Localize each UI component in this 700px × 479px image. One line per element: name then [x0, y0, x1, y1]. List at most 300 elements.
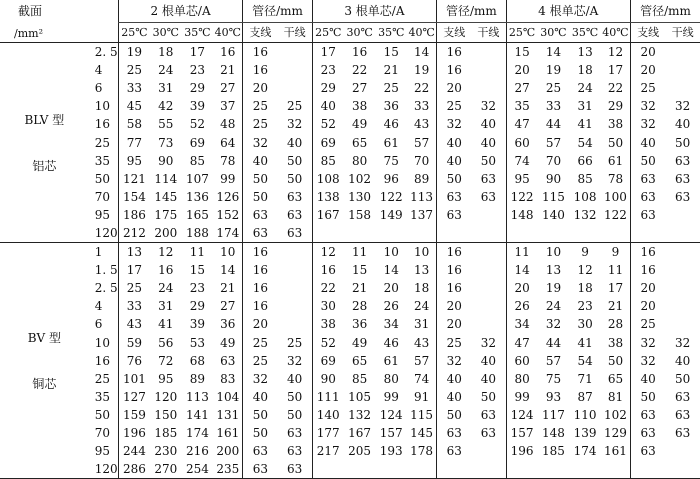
current-cell-4-core: 122: [506, 188, 538, 206]
branch-pipe-cell-3-core: 25: [437, 334, 472, 352]
branch-pipe-cell-4-core: 32: [631, 352, 666, 370]
current-cell-3-core: 74: [413, 371, 430, 386]
current-cell-3-core: 124: [379, 407, 403, 422]
table-row: [0, 424, 700, 442]
branch-pipe-header-4-core: 支线: [631, 23, 666, 43]
temp-header-4-core-3: 40℃: [601, 23, 631, 43]
branch-pipe-cell-2-core: 16: [243, 243, 278, 262]
current-cell-2-core: 83: [220, 371, 236, 386]
current-cell-2-core: 64: [220, 135, 236, 150]
temp-header-3-core-3: 40℃: [407, 23, 437, 43]
current-cell-2-core: 174: [216, 225, 240, 240]
current-cell-2-core: 43: [118, 315, 150, 333]
current-cell-2-core: 254: [185, 462, 209, 477]
current-cell-4-core: 74: [506, 152, 538, 170]
main-pipe-cell-3-core: 32: [480, 335, 497, 350]
current-cell-4-core: [538, 224, 570, 243]
current-cell-2-core: 165: [185, 207, 209, 222]
main-pipe-cell-4-core: [665, 442, 700, 460]
current-cell-4-core: 19: [545, 63, 562, 78]
current-cell-2-core: 24: [158, 281, 174, 296]
current-cell-4-core: 26: [506, 297, 538, 315]
current-cell-3-core: 36: [351, 317, 368, 332]
current-cell-3-core: 14: [413, 45, 430, 60]
current-cell-2-core: 15: [189, 263, 206, 278]
current-cell-3-core: 26: [383, 299, 399, 314]
branch-pipe-cell-4-core: 32: [631, 334, 666, 352]
branch-pipe-cell-2-core: 25: [243, 115, 278, 133]
branch-pipe-cell-2-core: 25: [243, 352, 278, 370]
branch-pipe-cell-2-core: 32: [243, 133, 278, 151]
branch-pipe-cell-2-core: 25: [243, 97, 278, 115]
current-cell-3-core: 34: [383, 317, 399, 332]
current-cell-2-core: 186: [118, 206, 150, 224]
current-cell-2-core: 101: [118, 370, 150, 388]
current-cell-4-core: 70: [545, 153, 562, 168]
current-cell-4-core: 20: [506, 279, 538, 297]
main-pipe-cell-2-core: 63: [286, 189, 303, 204]
table-row: [0, 315, 700, 333]
current-cell-3-core: 80: [383, 371, 399, 386]
current-cell-3-core: 38: [351, 99, 368, 114]
current-cell-2-core: 99: [220, 171, 236, 186]
table-row: [0, 442, 700, 460]
current-cell-4-core: 87: [577, 389, 593, 404]
branch-pipe-cell-2-core: 32: [243, 370, 278, 388]
current-cell-4-core: 80: [506, 370, 538, 388]
main-pipe-cell-4-core: 63: [674, 389, 691, 404]
current-cell-4-core: 22: [607, 81, 624, 96]
main-pipe-cell-4-core: [665, 297, 700, 315]
current-cell-4-core: 34: [506, 315, 538, 333]
branch-pipe-cell-3-core: 63: [437, 442, 472, 460]
main-pipe-cell-4-core: [665, 243, 700, 262]
cross-section-value: 10: [94, 99, 111, 114]
main-pipe-cell-3-core: 63: [480, 426, 497, 441]
table-row: [0, 152, 700, 170]
current-cell-3-core: 122: [379, 189, 403, 204]
current-cell-2-core: 230: [154, 444, 178, 459]
current-cell-2-core: 23: [189, 63, 206, 78]
branch-pipe-cell-3-core: 40: [437, 133, 472, 151]
current-cell-3-core: 132: [348, 407, 372, 422]
cross-section-value: 50: [94, 407, 111, 422]
current-cell-4-core: 29: [607, 99, 624, 114]
branch-pipe-cell-4-core: 20: [631, 297, 666, 315]
current-cell-2-core: 72: [158, 353, 174, 368]
group-header-4-core: 4 根单芯/A: [506, 0, 631, 23]
table-row: [0, 61, 700, 79]
current-cell-3-core: 217: [312, 442, 344, 460]
main-pipe-cell-2-core: [278, 297, 313, 315]
main-pipe-cell-4-core: 40: [674, 353, 691, 368]
current-cell-3-core: 157: [379, 426, 403, 441]
current-cell-3-core: 111: [312, 388, 344, 406]
branch-pipe-cell-3-core: 16: [437, 261, 472, 279]
branch-pipe-cell-3-core: 20: [437, 315, 472, 333]
current-cell-3-core: 65: [351, 135, 368, 150]
current-cell-3-core: 70: [413, 153, 430, 168]
cross-section-value: 120: [94, 225, 118, 240]
current-cell-3-core: 61: [383, 135, 399, 150]
current-cell-4-core: 102: [604, 407, 627, 422]
current-cell-3-core: 145: [410, 426, 434, 441]
main-pipe-cell-4-core: [665, 224, 700, 243]
current-cell-4-core: 38: [607, 117, 624, 132]
current-cell-4-core: 124: [506, 406, 538, 424]
current-cell-3-core: 46: [383, 335, 399, 350]
current-cell-3-core: 177: [312, 424, 344, 442]
current-cell-4-core: 14: [545, 45, 562, 60]
current-cell-4-core: 57: [545, 353, 562, 368]
current-cell-3-core: 21: [383, 63, 399, 78]
current-cell-4-core: 132: [573, 207, 597, 222]
current-cell-4-core: 85: [577, 171, 593, 186]
current-cell-2-core: 127: [118, 388, 150, 406]
main-pipe-cell-2-core: 63: [286, 426, 303, 441]
current-cell-4-core: 47: [506, 334, 538, 352]
current-cell-3-core: 27: [351, 81, 368, 96]
table-row: [0, 279, 700, 297]
current-cell-4-core: 24: [545, 299, 562, 314]
current-cell-3-core: [344, 224, 376, 243]
temp-header-2-core-0: 25℃: [118, 23, 150, 43]
current-cell-4-core: 11: [506, 243, 538, 262]
current-cell-4-core: 10: [545, 245, 562, 260]
main-pipe-cell-3-core: 40: [480, 353, 497, 368]
temp-header-2-core-1: 30℃: [150, 23, 182, 43]
main-pipe-cell-2-core: 32: [286, 353, 303, 368]
main-pipe-cell-2-core: 40: [286, 371, 303, 386]
cross-section-value: 25: [94, 135, 111, 150]
current-cell-3-core: 108: [312, 170, 344, 188]
current-cell-3-core: 90: [312, 370, 344, 388]
branch-pipe-cell-2-core: 50: [243, 188, 278, 206]
temp-header-4-core-1: 30℃: [538, 23, 570, 43]
table-row: [0, 406, 700, 424]
branch-pipe-cell-3-core: 40: [437, 152, 472, 170]
main-pipe-cell-3-core: [471, 315, 506, 333]
current-cell-4-core: 161: [604, 444, 627, 459]
current-cell-3-core: 17: [312, 43, 344, 62]
current-cell-2-core: 27: [220, 81, 236, 96]
branch-pipe-cell-3-core: 20: [437, 79, 472, 97]
current-cell-2-core: 141: [185, 407, 209, 422]
current-cell-2-core: 13: [118, 243, 150, 262]
current-cell-3-core: 24: [413, 299, 430, 314]
main-pipe-cell-2-core: 50: [286, 389, 303, 404]
current-cell-4-core: 30: [577, 317, 593, 332]
current-cell-4-core: 13: [577, 45, 593, 60]
current-cell-3-core: 52: [312, 334, 344, 352]
current-cell-2-core: 33: [118, 79, 150, 97]
main-pipe-header-2-core: 干线: [278, 23, 313, 43]
main-pipe-cell-3-core: [471, 261, 506, 279]
current-cell-2-core: 120: [154, 389, 178, 404]
table-row: [0, 297, 700, 315]
current-cell-4-core: 60: [506, 352, 538, 370]
current-cell-4-core: 21: [607, 299, 624, 314]
current-cell-4-core: 14: [506, 261, 538, 279]
current-cell-3-core: 29: [312, 79, 344, 97]
cross-section-value: 1. 5: [94, 263, 118, 278]
pipe-header-4-core: 管径/mm: [631, 0, 700, 23]
main-pipe-cell-2-core: 63: [286, 225, 303, 240]
cross-section-value: 95: [94, 207, 111, 222]
branch-pipe-cell-4-core: 25: [631, 79, 666, 97]
main-pipe-cell-2-core: 25: [286, 335, 303, 350]
current-cell-4-core: [601, 224, 631, 243]
main-pipe-cell-3-core: [471, 224, 506, 243]
current-cell-4-core: 148: [542, 426, 565, 441]
current-cell-2-core: 41: [158, 317, 174, 332]
table-row: [0, 43, 700, 62]
main-pipe-cell-4-core: [665, 61, 700, 79]
current-cell-2-core: 21: [220, 63, 236, 78]
current-cell-3-core: 16: [312, 261, 344, 279]
current-cell-4-core: 11: [607, 263, 624, 278]
current-cell-3-core: 137: [410, 207, 434, 222]
main-pipe-cell-3-core: [471, 297, 506, 315]
main-pipe-cell-3-core: 50: [480, 389, 497, 404]
branch-pipe-cell-4-core: 25: [631, 315, 666, 333]
current-cell-2-core: 89: [189, 371, 206, 386]
current-cell-3-core: 14: [383, 263, 399, 278]
main-pipe-cell-3-core: 40: [480, 371, 497, 386]
current-cell-4-core: 110: [573, 407, 597, 422]
current-cell-4-core: 71: [577, 371, 593, 386]
current-cell-3-core: 130: [348, 189, 372, 204]
current-cell-4-core: 54: [577, 353, 593, 368]
current-cell-3-core: 113: [410, 189, 434, 204]
current-cell-3-core: 69: [312, 352, 344, 370]
group-header-3-core: 3 根单芯/A: [312, 0, 437, 23]
current-cell-4-core: 33: [545, 99, 562, 114]
main-pipe-cell-2-core: 25: [286, 99, 303, 114]
current-cell-2-core: 150: [154, 407, 178, 422]
current-cell-2-core: 17: [118, 261, 150, 279]
main-pipe-cell-2-core: 32: [286, 117, 303, 132]
temp-header-3-core-0: 25℃: [312, 23, 344, 43]
main-pipe-cell-2-core: [278, 243, 313, 262]
current-cell-2-core: 152: [216, 207, 240, 222]
current-cell-2-core: 45: [118, 97, 150, 115]
current-cell-2-core: 196: [118, 424, 150, 442]
branch-pipe-cell-2-core: 20: [243, 79, 278, 97]
current-cell-3-core: [375, 224, 407, 243]
current-cell-3-core: 43: [413, 335, 430, 350]
current-cell-3-core: 30: [312, 297, 344, 315]
main-pipe-cell-2-core: [278, 43, 313, 62]
current-cell-2-core: 216: [185, 444, 209, 459]
current-cell-4-core: 54: [577, 135, 593, 150]
current-cell-2-core: 29: [189, 299, 206, 314]
pipe-header-3-core: 管径/mm: [437, 0, 506, 23]
main-pipe-cell-3-core: 63: [480, 407, 497, 422]
current-cell-2-core: 27: [220, 299, 236, 314]
current-cell-4-core: 57: [545, 135, 562, 150]
main-pipe-cell-2-core: [278, 79, 313, 97]
branch-pipe-cell-2-core: 16: [243, 261, 278, 279]
branch-pipe-cell-3-core: 50: [437, 406, 472, 424]
current-cell-2-core: 19: [118, 43, 150, 62]
current-cell-2-core: 33: [118, 297, 150, 315]
current-cell-4-core: 19: [545, 281, 562, 296]
cross-section-value: 10: [94, 335, 111, 350]
current-cell-4-core: 196: [506, 442, 538, 460]
current-cell-2-core: 136: [185, 189, 209, 204]
branch-pipe-cell-4-core: 63: [631, 188, 666, 206]
branch-pipe-cell-4-core: 63: [631, 406, 666, 424]
main-pipe-cell-3-core: 63: [480, 189, 497, 204]
branch-pipe-cell-2-core: 50: [243, 424, 278, 442]
current-cell-4-core: 75: [545, 371, 562, 386]
current-cell-2-core: 200: [154, 225, 178, 240]
current-cell-2-core: 48: [220, 117, 236, 132]
current-cell-2-core: 21: [220, 281, 236, 296]
main-pipe-cell-3-core: [471, 206, 506, 224]
branch-pipe-cell-3-core: 16: [437, 43, 472, 62]
current-cell-4-core: 66: [577, 153, 593, 168]
current-cell-4-core: 117: [542, 407, 565, 422]
current-cell-2-core: 69: [189, 135, 206, 150]
cross-section-value: 6: [94, 81, 103, 96]
current-cell-3-core: 69: [312, 133, 344, 151]
table-body: [0, 43, 700, 479]
current-cell-3-core: 99: [383, 389, 399, 404]
current-cell-3-core: 138: [312, 188, 344, 206]
wire-type-cell: [0, 243, 89, 479]
main-pipe-cell-4-core: [665, 43, 700, 62]
temp-header-3-core-1: 30℃: [344, 23, 376, 43]
unit-label: /mm²: [14, 27, 43, 40]
current-cell-2-core: 23: [189, 281, 206, 296]
current-cell-3-core: 89: [413, 171, 430, 186]
current-cell-2-core: 25: [118, 61, 150, 79]
current-cell-4-core: 95: [506, 170, 538, 188]
main-pipe-cell-3-core: 50: [480, 153, 497, 168]
current-cell-2-core: 56: [158, 335, 174, 350]
current-cell-3-core: 13: [413, 263, 430, 278]
wire-type-label: BLV 型: [24, 112, 65, 127]
branch-pipe-cell-3-core: 40: [437, 388, 472, 406]
cross-section-label: 截面: [18, 4, 43, 18]
branch-pipe-cell-4-core: 40: [631, 133, 666, 151]
cross-section-value: 50: [94, 171, 111, 186]
branch-pipe-cell-4-core: 20: [631, 279, 666, 297]
main-pipe-cell-2-core: [278, 261, 313, 279]
current-cell-3-core: 85: [312, 152, 344, 170]
current-cell-2-core: 159: [118, 406, 150, 424]
current-cell-2-core: 107: [185, 171, 209, 186]
branch-pipe-cell-4-core: 50: [631, 388, 666, 406]
main-pipe-cell-3-core: [471, 43, 506, 62]
current-cell-2-core: 175: [154, 207, 178, 222]
current-cell-3-core: 10: [413, 245, 430, 260]
current-cell-4-core: 31: [577, 99, 593, 114]
current-cell-4-core: 9: [581, 245, 589, 260]
branch-pipe-cell-2-core: 50: [243, 170, 278, 188]
branch-pipe-cell-4-core: 50: [631, 152, 666, 170]
cross-section-value: 95: [94, 444, 111, 459]
current-cell-2-core: 154: [118, 188, 150, 206]
current-cell-3-core: 91: [413, 389, 430, 404]
branch-pipe-cell-3-core: 32: [437, 115, 472, 133]
current-cell-2-core: 10: [220, 245, 236, 260]
main-pipe-cell-4-core: 63: [674, 171, 691, 186]
table-row: [0, 115, 700, 133]
current-cell-2-core: 90: [158, 153, 174, 168]
branch-pipe-cell-3-core: 50: [437, 170, 472, 188]
current-cell-2-core: 18: [158, 45, 174, 60]
corner-header-cell: [0, 0, 118, 43]
current-cell-2-core: 286: [118, 460, 150, 479]
table-row: [0, 97, 700, 115]
current-cell-4-core: 44: [545, 335, 562, 350]
current-cell-2-core: 121: [118, 170, 150, 188]
current-cell-2-core: 14: [220, 263, 236, 278]
branch-pipe-cell-3-core: 16: [437, 279, 472, 297]
current-cell-3-core: 23: [312, 61, 344, 79]
current-cell-3-core: 149: [379, 207, 403, 222]
current-cell-2-core: 104: [216, 389, 240, 404]
current-cell-3-core: 102: [348, 171, 372, 186]
main-pipe-cell-4-core: 32: [674, 99, 691, 114]
current-cell-4-core: 44: [545, 117, 562, 132]
current-cell-4-core: 60: [506, 133, 538, 151]
branch-pipe-cell-4-core: 63: [631, 424, 666, 442]
current-cell-4-core: 15: [506, 43, 538, 62]
current-cell-4-core: 140: [542, 207, 565, 222]
current-cell-2-core: 114: [154, 171, 178, 186]
branch-pipe-cell-4-core: 20: [631, 43, 666, 62]
current-cell-4-core: 157: [506, 424, 538, 442]
main-pipe-cell-3-core: 40: [480, 117, 497, 132]
table-row: [0, 79, 700, 97]
cross-section-value: 35: [94, 389, 111, 404]
current-cell-2-core: 31: [158, 81, 174, 96]
current-cell-2-core: 161: [216, 426, 240, 441]
cross-section-value: 1: [94, 245, 103, 260]
current-cell-4-core: 139: [573, 426, 597, 441]
current-cell-3-core: 52: [312, 115, 344, 133]
core-material-label: 铝芯: [32, 158, 57, 173]
current-cell-2-core: 58: [118, 115, 150, 133]
cross-section-value: 70: [94, 426, 111, 441]
current-cell-3-core: 19: [413, 63, 430, 78]
current-cell-3-core: 20: [383, 281, 399, 296]
current-cell-4-core: 50: [607, 135, 624, 150]
table-row: [0, 133, 700, 151]
current-cell-3-core: 57: [413, 353, 430, 368]
current-cell-4-core: 38: [607, 335, 624, 350]
current-cell-2-core: 42: [158, 99, 174, 114]
main-pipe-cell-2-core: 40: [286, 135, 303, 150]
branch-pipe-cell-3-core: 63: [437, 206, 472, 224]
current-cell-3-core: 205: [348, 444, 372, 459]
main-pipe-cell-2-core: 63: [286, 444, 303, 459]
current-cell-2-core: 37: [220, 99, 236, 114]
branch-pipe-cell-2-core: 63: [243, 460, 278, 479]
current-cell-3-core: 46: [383, 117, 399, 132]
current-cell-2-core: 36: [220, 317, 236, 332]
current-cell-2-core: 17: [189, 45, 206, 60]
current-cell-2-core: 24: [158, 63, 174, 78]
branch-pipe-cell-2-core: 40: [243, 388, 278, 406]
branch-pipe-cell-4-core: 20: [631, 61, 666, 79]
branch-pipe-header-2-core: 支线: [243, 23, 278, 43]
branch-pipe-cell-2-core: 16: [243, 297, 278, 315]
